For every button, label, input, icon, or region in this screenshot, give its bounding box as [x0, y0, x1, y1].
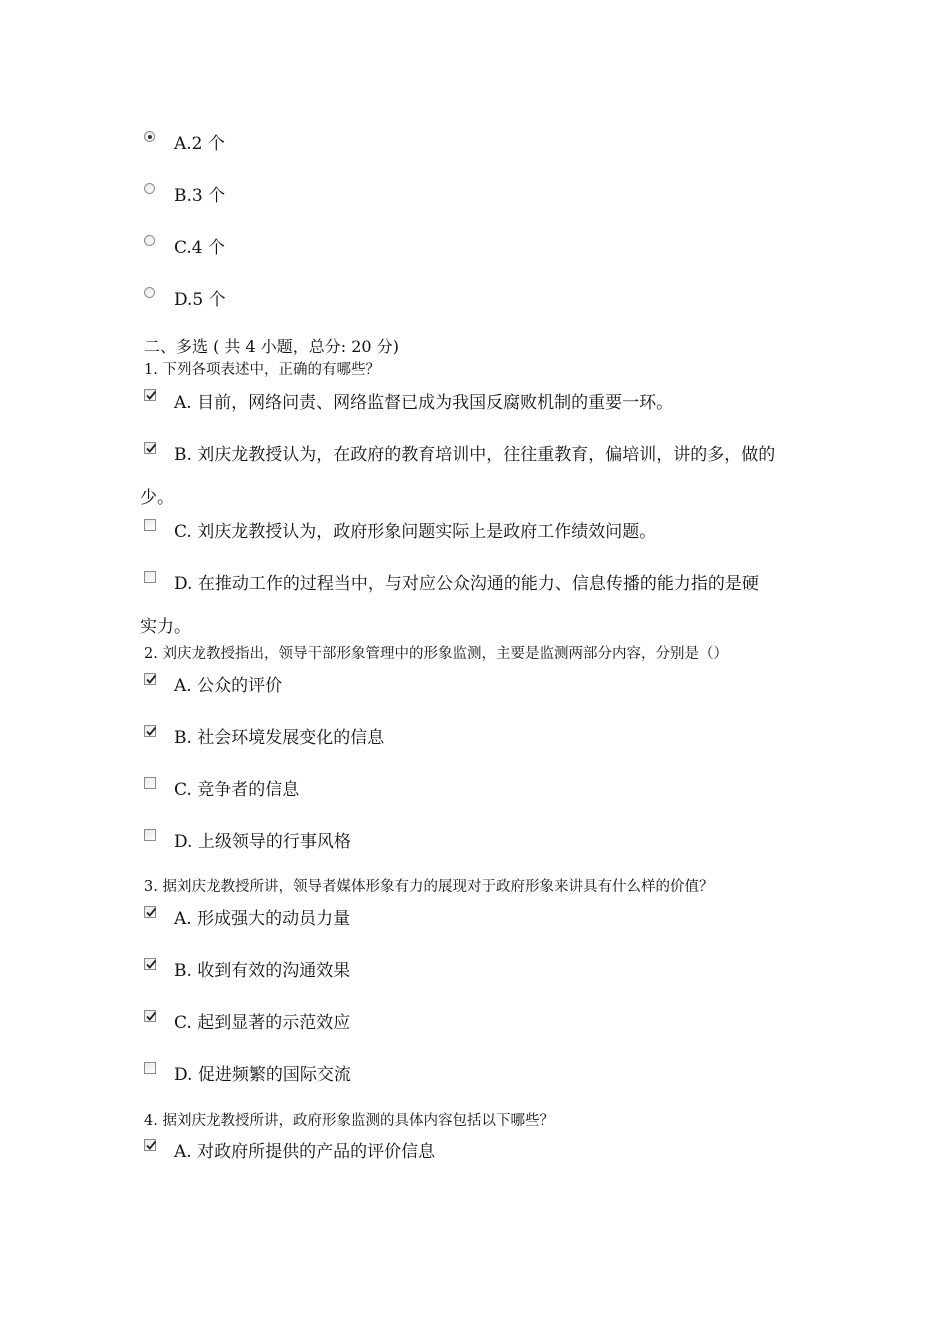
option-label: C. 竞争者的信息 — [174, 780, 300, 800]
radio-selected-dot — [148, 135, 152, 139]
checkbox-q1-d[interactable] — [144, 571, 156, 583]
option-label: B.3 个 — [174, 186, 226, 206]
option-label: D. 促进频繁的国际交流 — [174, 1065, 351, 1085]
checkbox-q3-b[interactable] — [144, 958, 156, 970]
checkbox-q1-c[interactable] — [144, 519, 156, 531]
checkbox-q2-c[interactable] — [144, 777, 156, 789]
option-label: B. 刘庆龙教授认为，在政府的教育培训中，往往重教育，偏培训，讲的多，做的 — [174, 445, 776, 465]
option-label: C.4 个 — [174, 238, 226, 258]
option-label: B. 收到有效的沟通效果 — [174, 961, 351, 981]
option-label: D.5 个 — [174, 290, 226, 310]
option-label-continuation: 实力。 — [140, 617, 191, 637]
checkbox-q4-a[interactable] — [144, 1139, 156, 1151]
option-label: B. 社会环境发展变化的信息 — [174, 728, 385, 748]
option-label: D. 在推动工作的过程当中，与对应公众沟通的能力、信息传播的能力指的是硬 — [174, 574, 759, 594]
checkbox-q2-a[interactable] — [144, 673, 156, 685]
option-label: A. 公众的评价 — [174, 676, 283, 696]
radio-option-d[interactable] — [144, 287, 155, 298]
question-4-text: 4. 据刘庆龙教授所讲，政府形象监测的具体内容包括以下哪些？ — [144, 1113, 554, 1129]
question-2-text: 2. 刘庆龙教授指出，领导干部形象管理中的形象监测，主要是监测两部分内容，分别是（） — [144, 646, 728, 662]
section-title: 二、多选 ( 共 4 小题，总分: 20 分) — [144, 337, 399, 356]
checkbox-q2-b[interactable] — [144, 725, 156, 737]
option-label: C. 刘庆龙教授认为，政府形象问题实际上是政府工作绩效问题。 — [174, 522, 657, 542]
option-label-continuation: 少。 — [140, 488, 174, 508]
checkbox-q2-d[interactable] — [144, 829, 156, 841]
question-3-text: 3. 据刘庆龙教授所讲，领导者媒体形象有力的展现对于政府形象来讲具有什么样的价值？ — [144, 879, 714, 895]
option-label: C. 起到显著的示范效应 — [174, 1013, 351, 1033]
radio-option-c[interactable] — [144, 235, 155, 246]
checkbox-q3-d[interactable] — [144, 1062, 156, 1074]
radio-option-b[interactable] — [144, 183, 155, 194]
option-label: A. 对政府所提供的产品的评价信息 — [174, 1142, 436, 1162]
checkbox-q3-a[interactable] — [144, 906, 156, 918]
option-label: D. 上级领导的行事风格 — [174, 832, 351, 852]
option-label: A. 目前，网络问责、网络监督已成为我国反腐败机制的重要一环。 — [174, 393, 674, 413]
checkbox-q1-a[interactable] — [144, 389, 156, 401]
radio-option-a[interactable] — [144, 131, 155, 142]
checkbox-q3-c[interactable] — [144, 1010, 156, 1022]
question-1-text: 1. 下列各项表述中，正确的有哪些？ — [144, 362, 380, 378]
option-label: A. 形成强大的动员力量 — [174, 909, 351, 929]
option-label: A.2 个 — [174, 134, 225, 154]
checkbox-q1-b[interactable] — [144, 442, 156, 454]
